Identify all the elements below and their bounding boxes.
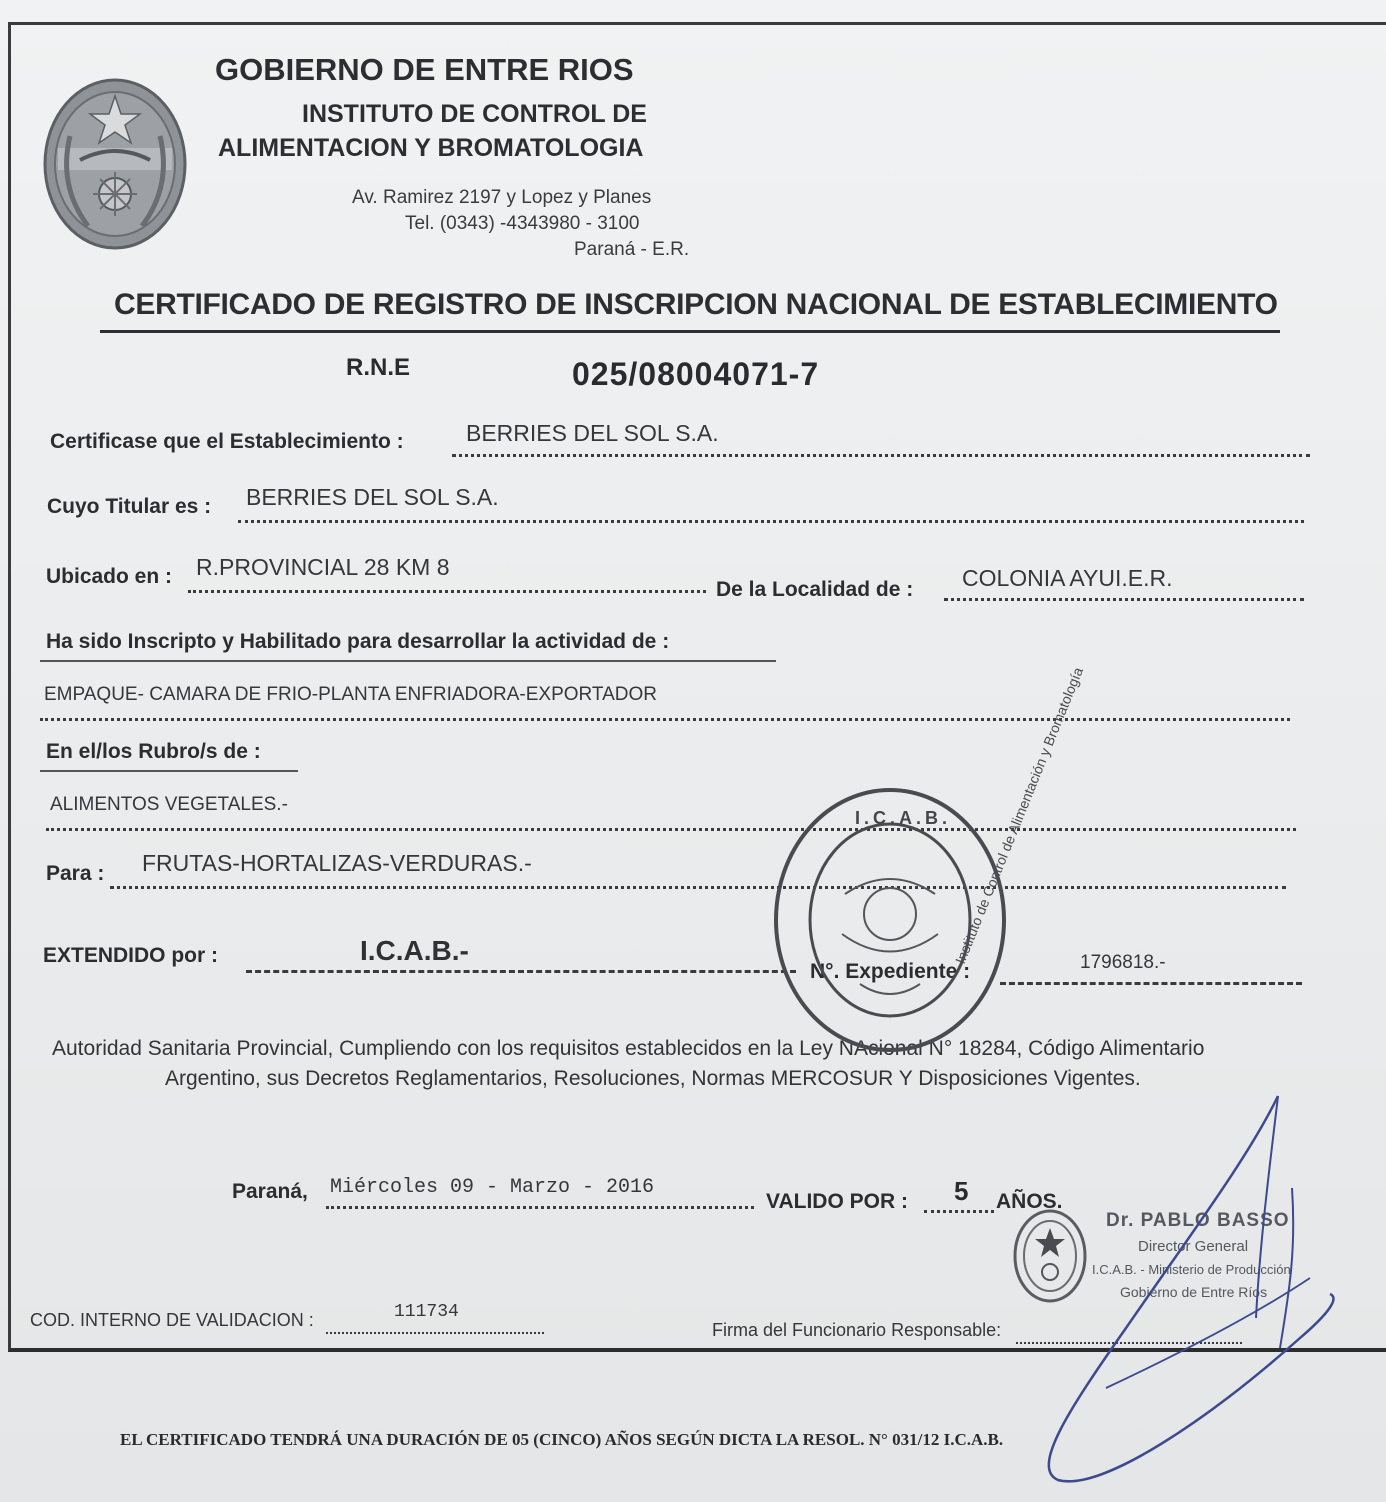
activity-dotted-line [40, 718, 1290, 721]
handwritten-signature [1010, 1088, 1350, 1488]
rubro-dotted-line [46, 828, 1296, 831]
signature-label: Firma del Funcionario Responsable: [712, 1320, 1002, 1340]
valid-dotted-line [924, 1210, 994, 1213]
rubro-value: ALIMENTOS VEGETALES.- [50, 794, 288, 815]
locality-value: COLONIA AYUI.E.R. [962, 565, 1173, 591]
validation-dotted-line [326, 1332, 544, 1334]
rubro-label: En el/los Rubro/s de : [46, 740, 261, 763]
valid-years-value: 5 [954, 1176, 969, 1206]
signatory-name: Dr. PABLO BASSO [1106, 1210, 1290, 1231]
holder-value: BERRIES DEL SOL S.A. [246, 484, 499, 510]
holder-dotted-line [238, 520, 1304, 523]
activity-label-underline [40, 660, 776, 662]
date-value: Miércoles 09 - Marzo - 2016 [330, 1176, 655, 1199]
signatory-role: Director General [1138, 1238, 1249, 1255]
establishment-dotted-line [452, 454, 1310, 457]
coat-of-arms-emblem [40, 76, 190, 252]
institute-heading-line1: INSTITUTO DE CONTROL DE [302, 100, 647, 128]
rne-number: 025/08004071-7 [572, 356, 820, 392]
signatory-gov: Gobierno de Entre Ríos [1120, 1284, 1268, 1300]
stamp-top-text: I.C.A.B. [855, 808, 952, 828]
locality-dotted-line [944, 598, 1304, 601]
phone-line: Tel. (0343) -4343980 - 3100 [405, 213, 640, 234]
certificate-title: CERTIFICADO DE REGISTRO DE INSCRIPCION NACIONAL DE ESTABLECIMIENTO [100, 288, 1280, 333]
extended-dashed-line [246, 970, 796, 973]
para-dotted-line [110, 886, 1286, 889]
location-value: R.PROVINCIAL 28 KM 8 [196, 554, 450, 580]
location-dotted-line [188, 590, 706, 593]
years-label: AÑOS. [996, 1190, 1063, 1213]
authority-text-line2: Argentino, sus Decretos Reglamentarios, Resoluciones, Normas MERCOSUR Y Disposiciones Vigentes. [165, 1067, 1141, 1090]
establishment-label: Certificase que el Establecimiento : [50, 430, 404, 453]
expediente-label: N°. Expediente : [810, 960, 971, 983]
valid-label: VALIDO POR : [766, 1190, 908, 1213]
rubro-label-underline [40, 770, 298, 772]
validation-label: COD. INTERNO DE VALIDACION : [30, 1310, 314, 1330]
city-line: Paraná - E.R. [574, 239, 690, 260]
validation-code: 111734 [394, 1302, 459, 1322]
date-dotted-line [326, 1206, 754, 1209]
place-label: Paraná, [232, 1180, 308, 1203]
activity-label: Ha sido Inscripto y Habilitado para desarrollar la actividad de : [46, 630, 670, 653]
holder-label: Cuyo Titular es : [47, 495, 212, 518]
rne-label: R.N.E [346, 354, 411, 381]
government-heading: GOBIERNO DE ENTRE RIOS [215, 52, 634, 87]
expediente-value: 1796818.- [1080, 952, 1166, 973]
locality-label: De la Localidad de : [716, 578, 914, 601]
authority-text-line1: Autoridad Sanitaria Provincial, Cumpliendo con los requisitos establecidos en la Ley NAcional N° 18284, Código Alimentario [52, 1037, 1205, 1060]
institute-heading-line2: ALIMENTACION Y BROMATOLOGIA [218, 134, 644, 162]
location-label: Ubicado en : [46, 565, 173, 588]
footer-note: EL CERTIFICADO TENDRÁ UNA DURACIÓN DE 05 (CINCO) AÑOS SEGÚN DICTA LA RESOL. N° 031/12 I.C.A.B. [120, 1430, 1004, 1449]
establishment-value: BERRIES DEL SOL S.A. [466, 420, 719, 446]
address-line: Av. Ramirez 2197 y Lopez y Planes [352, 187, 652, 208]
para-label: Para : [46, 862, 105, 885]
extended-label: EXTENDIDO por : [43, 944, 219, 967]
signatory-org: I.C.A.B. - Ministerio de Producción [1092, 1262, 1291, 1277]
expediente-dashed-line [1000, 982, 1302, 985]
activity-value: EMPAQUE- CAMARA DE FRIO-PLANTA ENFRIADORA-EXPORTADOR [44, 684, 658, 705]
para-value: FRUTAS-HORTALIZAS-VERDURAS.- [142, 850, 532, 876]
extended-value: I.C.A.B.- [360, 935, 469, 966]
stamp-ring-text: Instituto de Control de Alimentación y Bromatología [952, 664, 1087, 966]
